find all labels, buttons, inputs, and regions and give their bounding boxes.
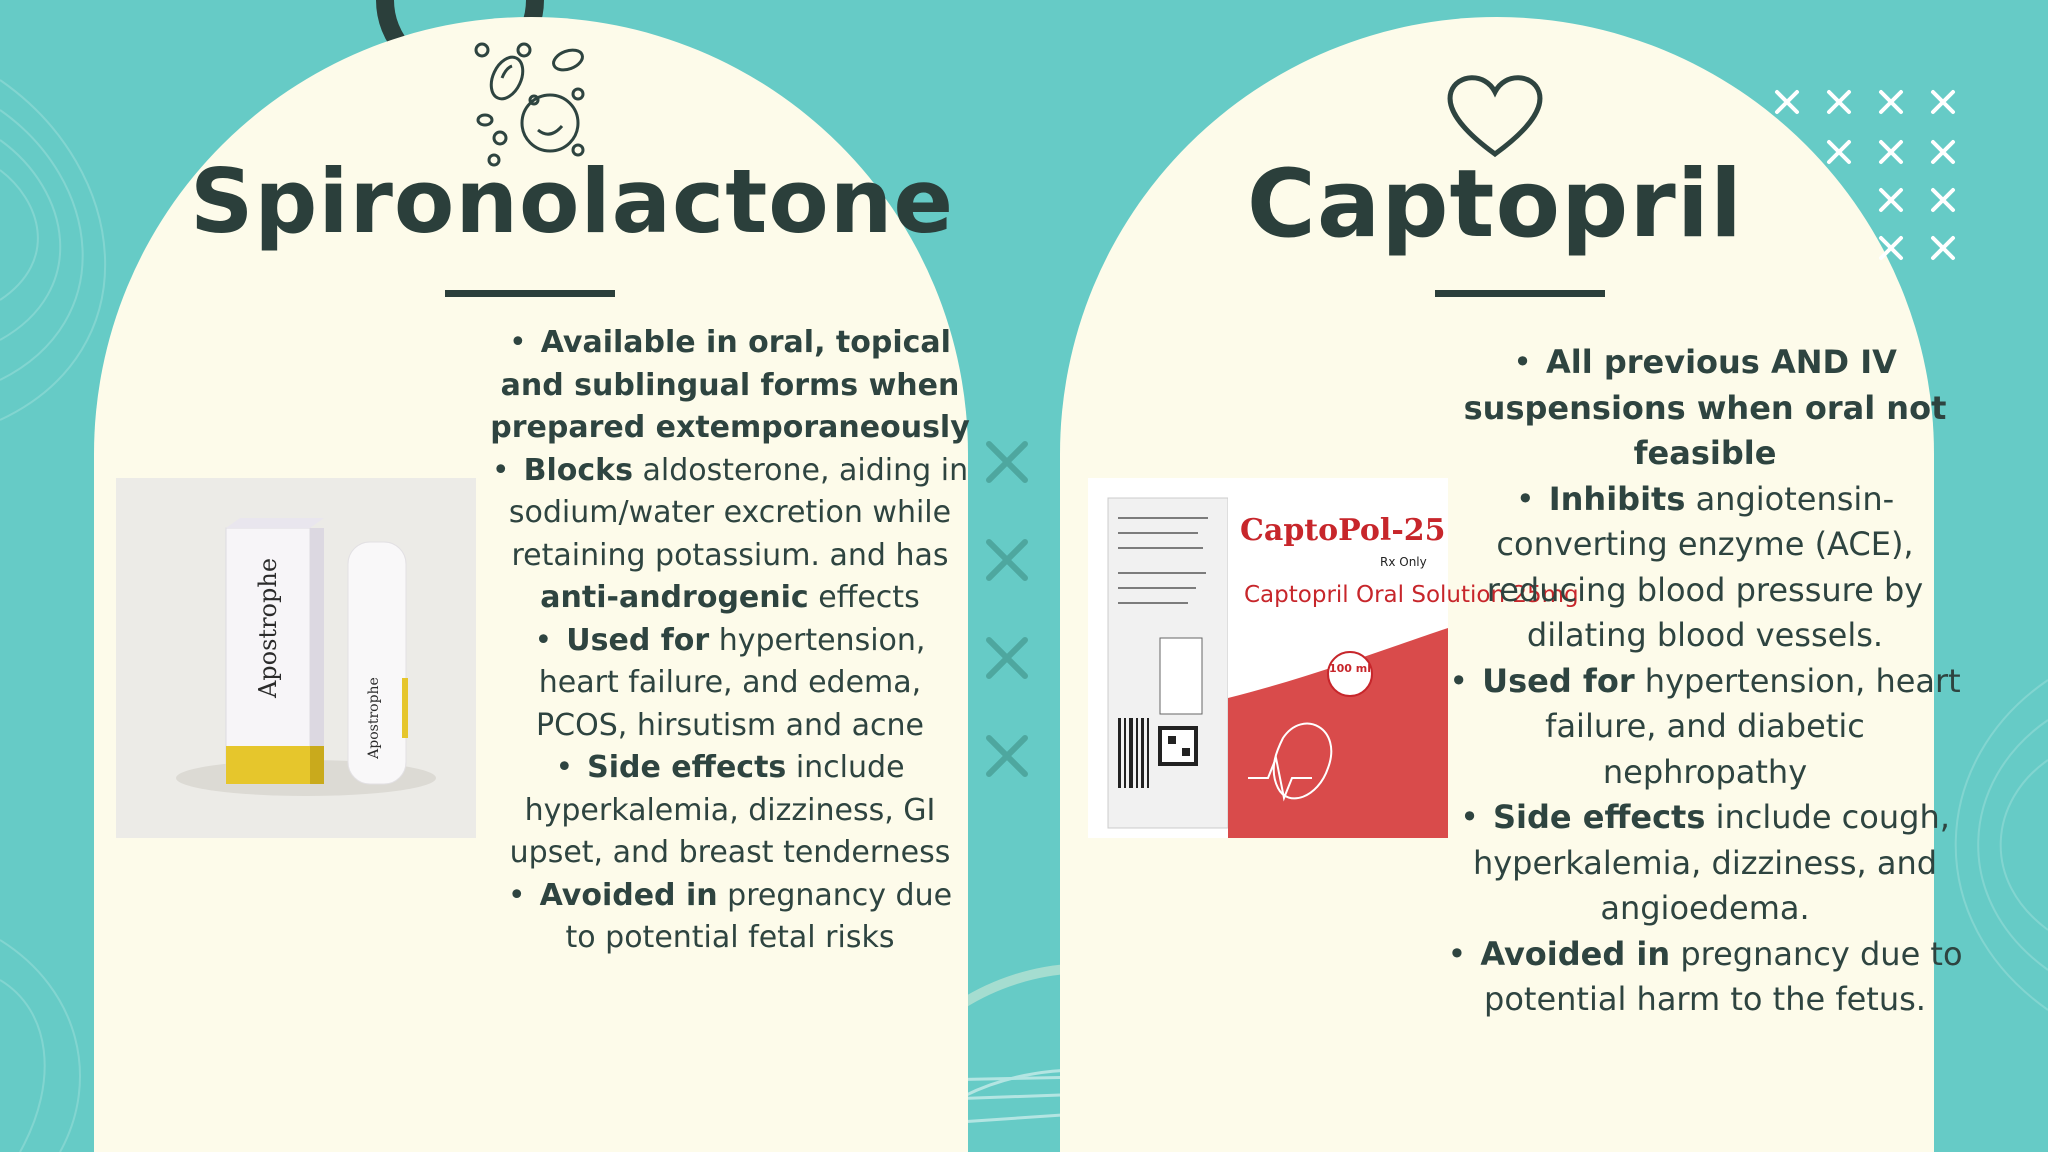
list-item: • All previous AND IV suspensions when oral not feasible xyxy=(1463,343,1947,472)
list-item: • Inhibits angiotensin-converting enzyme (ACE), reducing blood pressure by dilating blood vessels. xyxy=(1486,479,1924,654)
list-item: • Avoided in pregnancy due to potential fetal risks xyxy=(507,877,953,955)
spiro-product-box-icon xyxy=(116,478,476,838)
product-rx-text: Rx Only xyxy=(1380,555,1427,569)
list-item: • Side effects include cough, hyperkalemia, dizziness, and angioedema. xyxy=(1460,798,1950,927)
list-item: • Available in oral, topical and sublingual forms when prepared extemporaneously xyxy=(490,325,970,445)
list-item: • Avoided in pregnancy due to potential harm to the fetus. xyxy=(1447,934,1963,1018)
product-name-text: Captopril Oral Solution 25mg xyxy=(1244,582,1579,608)
page-title-captopril: Captopril xyxy=(1246,150,1744,259)
tube-brand-text: Apostrophe xyxy=(366,677,382,759)
list-item: • Used for hypertension, heart failure, and diabetic nephropathy xyxy=(1449,661,1961,791)
list-item: • Used for hypertension, heart failure, and edema, PCOS, hirsutism and acne xyxy=(534,622,926,743)
list-item: • Blocks aldosterone, aiding in sodium/water excretion while retaining potassium. and has anti-androgenic effects xyxy=(491,452,969,615)
page-title-spironolactone: Spironolactone xyxy=(190,150,955,253)
heart-outline-icon xyxy=(1445,70,1545,160)
spironolactone-list xyxy=(490,322,970,960)
spiro-product-image xyxy=(116,478,476,838)
captopril-product-image xyxy=(1088,478,1579,838)
product-volume-text: 100 ml xyxy=(1328,662,1372,675)
product-brand-text: Apostrophe xyxy=(254,557,282,699)
title-underline xyxy=(1435,290,1605,297)
product-label-text: CaptoPol-25 xyxy=(1240,513,1446,548)
x-column-icon xyxy=(985,432,1029,782)
captopril-bottle-icon xyxy=(1088,478,1579,838)
list-item: • Side effects include hyperkalemia, dizziness, GI upset, and breast tenderness xyxy=(509,750,951,870)
captopril-list xyxy=(1440,340,1970,1023)
title-underline xyxy=(445,290,615,297)
